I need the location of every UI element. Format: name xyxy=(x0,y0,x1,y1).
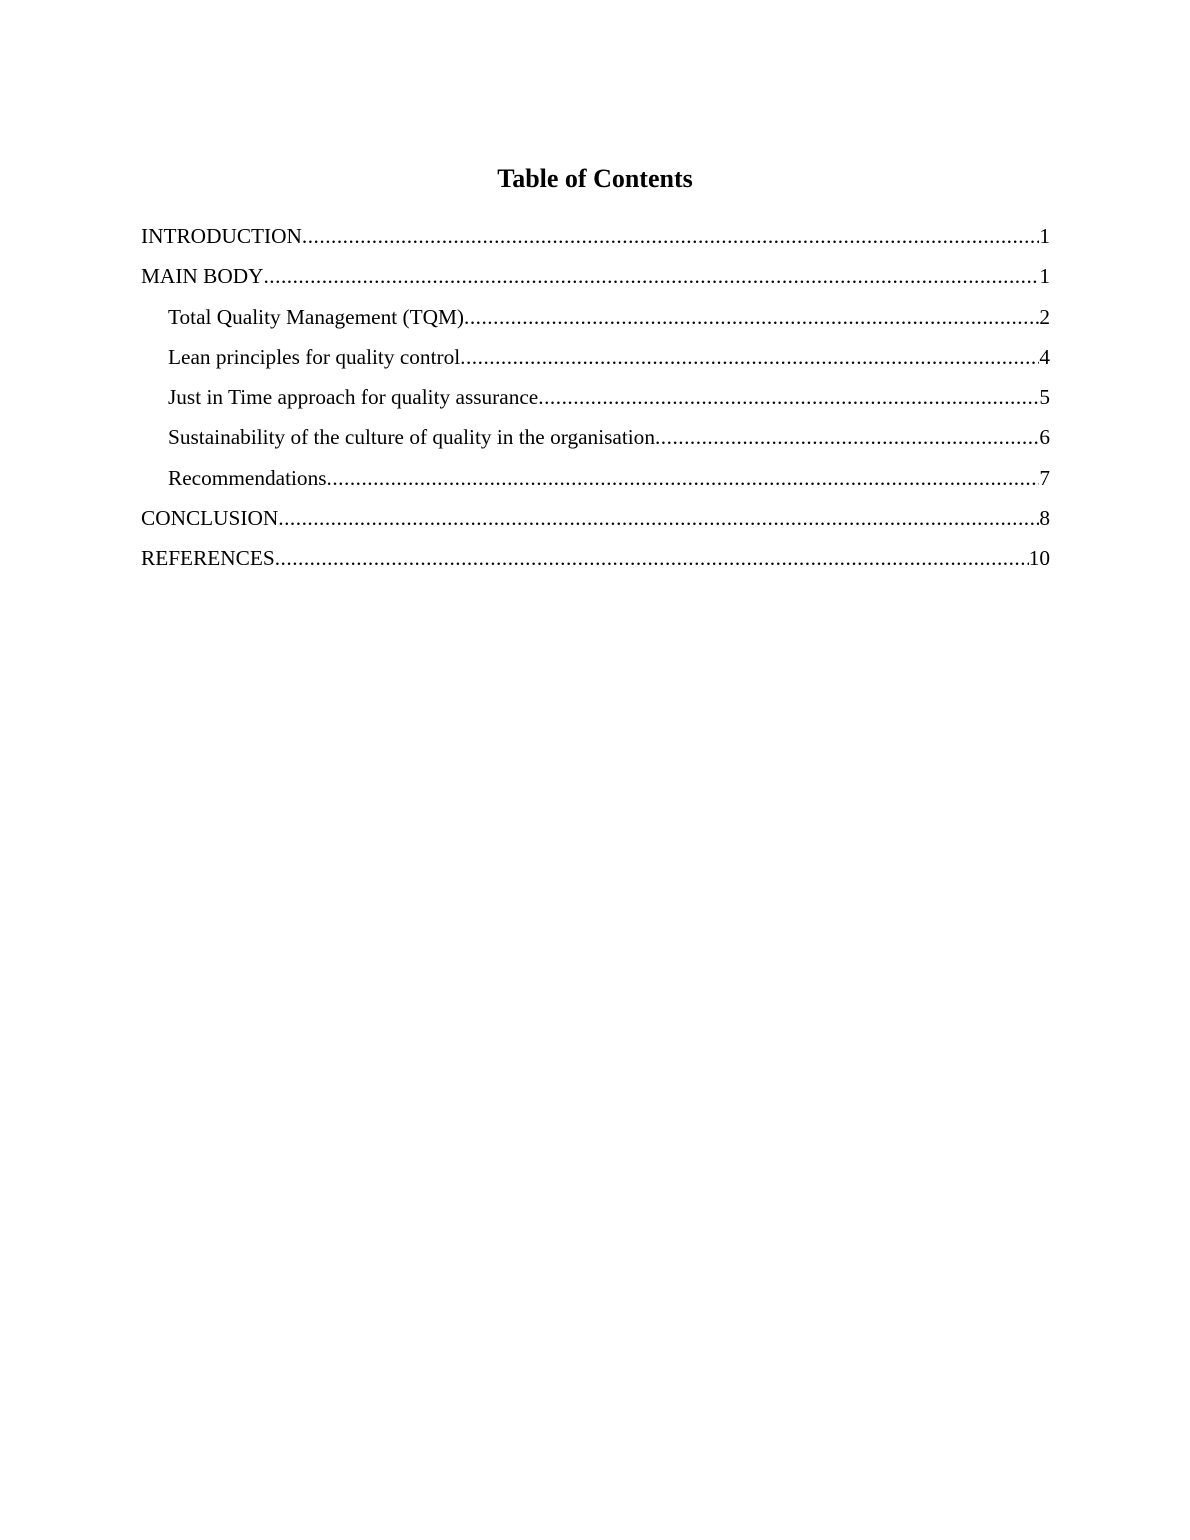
toc-entry-page-number: 1 xyxy=(1039,224,1050,248)
toc-entry-lean-principles[interactable] xyxy=(141,341,1050,381)
toc-entry-page-number: 5 xyxy=(1039,385,1050,410)
dot-leader xyxy=(538,381,1039,413)
toc-list xyxy=(141,220,1050,583)
toc-entry-sustainability[interactable] xyxy=(141,421,1050,461)
toc-entry-conclusion[interactable] xyxy=(141,502,1050,542)
toc-entry-page-number: 4 xyxy=(1039,344,1050,369)
toc-entry-main-body[interactable] xyxy=(141,260,1050,300)
dot-leader xyxy=(464,301,1039,333)
dot-leader xyxy=(655,421,1039,453)
toc-entry-references[interactable] xyxy=(141,542,1050,582)
dot-leader xyxy=(278,502,1039,534)
toc-entry-recommendations[interactable] xyxy=(141,462,1050,502)
toc-entry-label: MAIN BODY xyxy=(141,264,264,289)
toc-entry-label: Recommendations xyxy=(168,465,327,490)
toc-entry-label: CONCLUSION xyxy=(141,506,279,531)
toc-entry-just-in-time[interactable] xyxy=(141,381,1050,421)
toc-entry-page-number: 2 xyxy=(1039,304,1050,329)
dot-leader xyxy=(460,341,1039,373)
toc-title: Table of Contents xyxy=(497,164,693,193)
toc-entry-label: REFERENCES xyxy=(141,546,275,571)
toc-entry-tqm[interactable] xyxy=(141,301,1050,341)
toc-entry-label: Lean principles for quality control xyxy=(168,344,461,369)
toc-entry-label: Sustainability of the culture of quality in the organisation xyxy=(168,425,655,450)
toc-entry-page-number: 6 xyxy=(1039,425,1050,450)
dot-leader xyxy=(263,260,1039,292)
toc-entry-page-number: 10 xyxy=(1028,546,1050,571)
toc-entry-label: Just in Time approach for quality assurance xyxy=(168,385,539,410)
toc-entry-page-number: 1 xyxy=(1039,264,1050,289)
toc-entry-introduction[interactable] xyxy=(141,220,1050,260)
dot-leader xyxy=(275,542,1029,574)
toc-entry-page-number: 8 xyxy=(1039,506,1050,531)
toc-entry-label: Total Quality Management (TQM) xyxy=(168,304,464,329)
dot-leader xyxy=(302,220,1039,252)
toc-entry-label: INTRODUCTION xyxy=(141,224,302,248)
dot-leader xyxy=(327,462,1040,494)
toc-entry-page-number: 7 xyxy=(1039,465,1050,490)
